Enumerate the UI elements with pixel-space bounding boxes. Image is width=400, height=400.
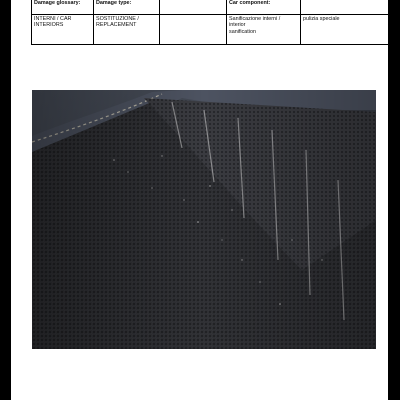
- cell-notes: pulizia speciale: [301, 15, 389, 45]
- header-severity: [160, 0, 227, 15]
- damage-photo: [32, 90, 376, 349]
- header-notes: [301, 0, 389, 15]
- table-header-row: [32, 0, 389, 15]
- cell-severity: [160, 15, 227, 45]
- car-seat-fabric-image: [32, 90, 376, 349]
- cell-damage-glossary: INTERNI / CAR INTERIORS: [32, 15, 94, 45]
- table-row: [32, 15, 389, 45]
- cell-damage-type: SOSTITUZIONE / REPLACEMENT: [94, 15, 160, 45]
- header-car-component: Car component:: [227, 0, 301, 15]
- damage-report-table: [31, 0, 388, 45]
- header-damage-type: Damage type:: [94, 0, 160, 15]
- cell-car-component: Sanificazione interni / interior sanification: [227, 15, 301, 45]
- document-page: [11, 0, 388, 400]
- header-damage-glossary: Damage glossary:: [32, 0, 94, 15]
